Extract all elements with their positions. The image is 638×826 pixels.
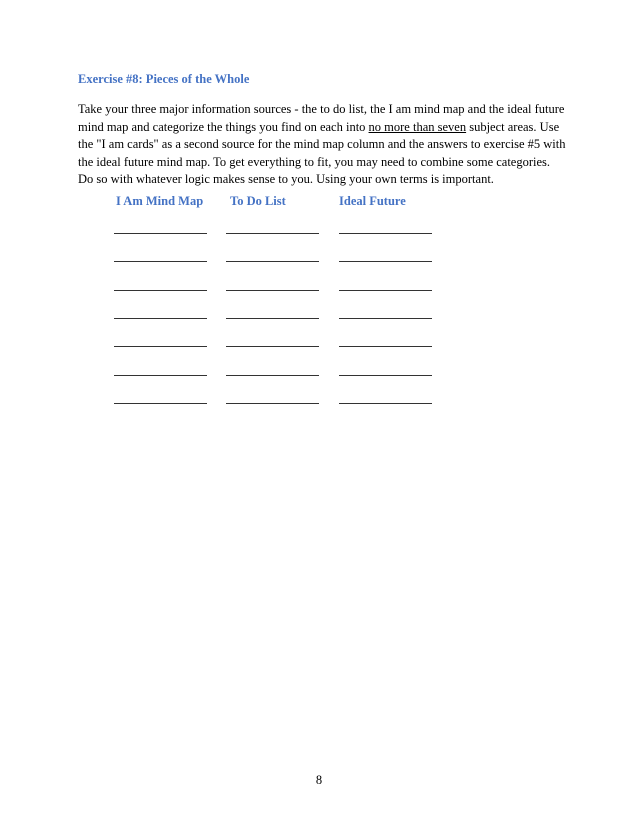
blank-line-i-am-mind-map xyxy=(114,375,207,376)
column-header-i-am-mind-map: I Am Mind Map xyxy=(116,194,204,208)
blank-line-i-am-mind-map xyxy=(114,346,207,347)
blank-line-i-am-mind-map xyxy=(114,290,207,291)
blank-line-i-am-mind-map xyxy=(114,261,207,262)
blank-line-to-do-list xyxy=(226,261,319,262)
blank-line-to-do-list xyxy=(226,403,319,404)
blank-line-ideal-future xyxy=(339,290,432,291)
page-number: 8 xyxy=(315,773,323,787)
blank-line-to-do-list xyxy=(226,233,319,234)
blank-line-to-do-list xyxy=(226,346,319,347)
column-header-ideal-future: Ideal Future xyxy=(339,194,406,208)
instructions-line-2-start: mind map and categorize the things you find on each into xyxy=(78,119,369,134)
blank-line-ideal-future xyxy=(339,261,432,262)
instructions-line-5: Do so with whatever logic makes sense to you. Using your own terms is important. xyxy=(78,172,494,186)
blank-line-i-am-mind-map xyxy=(114,403,207,404)
blank-line-to-do-list xyxy=(226,375,319,376)
blank-line-ideal-future xyxy=(339,403,432,404)
blank-line-ideal-future xyxy=(339,318,432,319)
instructions-line-2 xyxy=(78,119,568,137)
instructions-line-1: Take your three major information sources - the to do list, the I am mind map and the ideal future xyxy=(78,102,565,116)
column-header-to-do-list: To Do List xyxy=(230,194,286,208)
blank-line-i-am-mind-map xyxy=(114,318,207,319)
instructions-line-2-end: subject areas. Use xyxy=(466,119,560,134)
instructions-line-4: the ideal future mind map. To get everything to fit, you may need to combine some categories. xyxy=(78,154,551,169)
blank-line-to-do-list xyxy=(226,318,319,319)
instructions-paragraph xyxy=(78,101,568,189)
blank-line-ideal-future xyxy=(339,346,432,347)
blank-line-to-do-list xyxy=(226,290,319,291)
instructions-line-3: the "I am cards" as a second source for the mind map column and the answers to exercise #5 with xyxy=(78,137,566,151)
underlined-limit-text: no more than seven xyxy=(368,119,467,134)
blank-line-ideal-future xyxy=(339,233,432,234)
blank-line-i-am-mind-map xyxy=(114,233,207,234)
exercise-title: Exercise #8: Pieces of the Whole xyxy=(78,72,250,86)
blank-line-ideal-future xyxy=(339,375,432,376)
